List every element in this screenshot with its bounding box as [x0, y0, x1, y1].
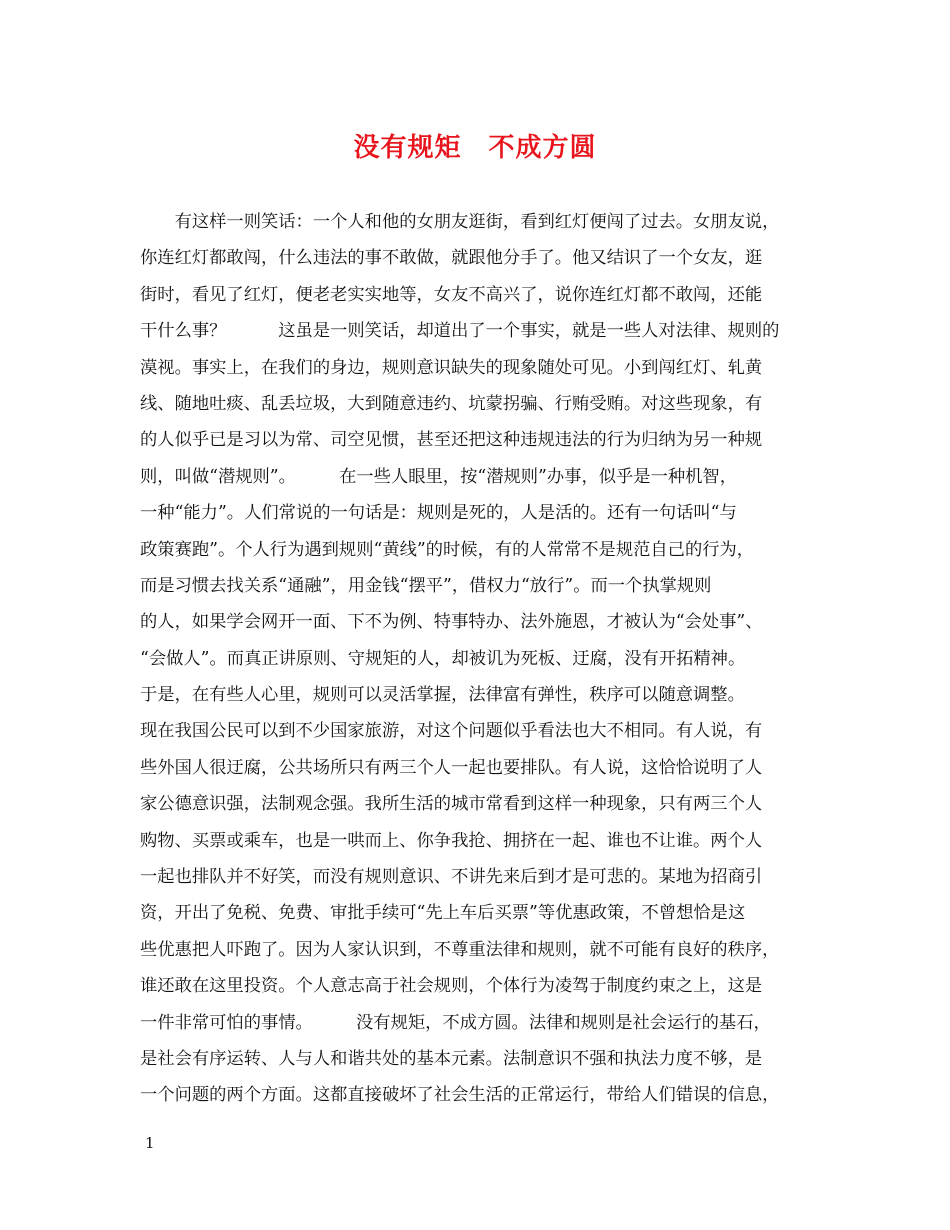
text-line: 则，叫做“潜规则”。 在一些人眼里，按“潜规则”办事，似乎是一种机智，: [140, 466, 737, 487]
text-line: 谁还敢在这里投资。个人意志高于社会规则，个体行为凌驾于制度约束之上，这是: [140, 976, 763, 997]
text-line: 一种“能力”。人们常说的一句话是：规则是死的，人是活的。还有一句话叫“与: [140, 503, 737, 524]
page-number: 1: [145, 1134, 155, 1152]
text-line: 干什么事？ 这虽是一则笑话，却道出了一个事实，就是一些人对法律、规则的: [140, 321, 780, 342]
text-line: 政策赛跑”。个人行为遇到规则“黄线”的时候，有的人常常不是规范自己的行为，: [140, 539, 755, 560]
text-line: 有这样一则笑话：一个人和他的女朋友逛街，看到红灯便闯了过去。女朋友说，: [140, 212, 780, 232]
text-line: 些外国人很迂腐，公共场所只有两三个人一起也要排队。有人说，这恰恰说明了人: [140, 757, 763, 778]
text-line: 是社会有序运转、人与人和谐共处的基本元素。法制意识不强和执法力度不够，是: [140, 1048, 763, 1069]
text-line: 街时，看见了红灯，便老老实实地等，女友不高兴了，说你连红灯都不敢闯，还能: [140, 284, 763, 305]
text-line: 些优惠把人吓跑了。因为人家认识到，不尊重法律和规则，就不可能有良好的秩序，: [140, 939, 780, 960]
text-line: 购物、买票或乘车，也是一哄而上、你争我抢、拥挤在一起、谁也不让谁。两个人: [140, 830, 763, 851]
text-line: 你连红灯都敢闯，什么违法的事不敢做，就跟他分手了。他又结识了一个女友，逛: [140, 248, 763, 269]
text-line: 线、随地吐痰、乱丢垃圾，大到随意违约、坑蒙拐骗、行贿受贿。对这些现象，有: [140, 393, 763, 414]
text-line: 一件非常可怕的事情。 没有规矩，不成方圆。法律和规则是社会运行的基石，: [140, 1012, 771, 1033]
text-line: 的人似乎已是习以为常、司空见惯，甚至还把这种违规违法的行为归纳为另一种规: [140, 430, 763, 451]
text-line: 漠视。事实上，在我们的身边，规则意识缺失的现象随处可见。小到闯红灯、轧黄: [140, 357, 763, 378]
text-line: 资，开出了免税、免费、审批手续可“先上车后买票”等优惠政策，不曾想恰是这: [140, 903, 746, 924]
text-line: 而是习惯去找关系“通融”，用金钱“摆平”，借权力“放行”。而一个执掌规则: [140, 575, 712, 596]
page-title: 没有规矩 不成方圆: [353, 133, 597, 163]
text-line: 的人，如果学会网开一面、下不为例、特事特办、法外施恩，才被认为“会处事”、: [140, 612, 763, 633]
body-text: [140, 204, 840, 1114]
text-line: 一个问题的两个方面。这都直接破坏了社会生活的正常运行，带给人们错误的信息，: [140, 1085, 780, 1106]
text-line: 现在我国公民可以到不少国家旅游，对这个问题似乎看法也大不相同。有人说，有: [140, 721, 763, 742]
text-line: 家公德意识强，法制观念强。我所生活的城市常看到这样一种现象，只有两三个人: [140, 794, 763, 815]
text-line: 一起也排队并不好笑，而没有规则意识、不讲先来后到才是可悲的。某地为招商引: [140, 867, 763, 888]
text-line: 于是，在有些人心里，规则可以灵活掌握，法律富有弹性，秩序可以随意调整。: [140, 685, 745, 706]
text-line: “会做人”。而真正讲原则、守规矩的人，却被讥为死板、迂腐，没有开拓精神。: [140, 648, 746, 669]
